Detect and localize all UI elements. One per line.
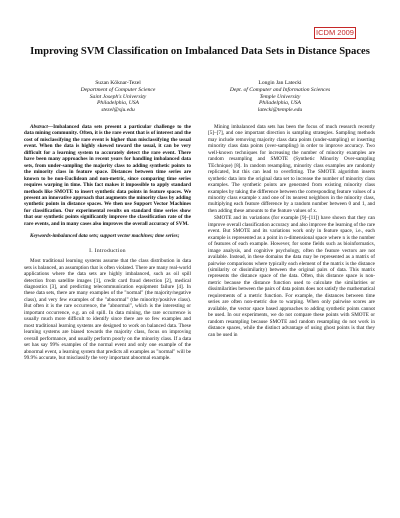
author-block-1	[38, 80, 198, 114]
abstract-label: Abstract	[30, 124, 48, 130]
keywords-text: -imbalanced data sets; support vector machines; time series;	[50, 233, 180, 240]
author-block-2	[200, 80, 360, 114]
intro-paragraph: Most traditional learning systems assume that the class distribution in data sets is balanced, an assumption that is often violated. There are many real-world applications where the data sets are highly imbalanced, such as oil spill detection from satellite images [1], credit card fraud detection [2], medical diagnostics [3], and predicting telecommunication equipment failure [4]. In these data sets, there are many examples of the "normal" (the majority/negative class), and very few examples of the "abnormal" (the minority/positive class). But often it is the rare occurrence, the "abnormal", which is the interesting or important occurrence, e.g. an oil spill. In data mining, the rare occurrence is usually much more difficult to identify since there are so few examples and most traditional learning systems are designed to work on balanced data. These learning systems are biased towards the majority class, focus on improving overall performance, and usually perform poorly on the minority class. If a data set has say 99% examples of the normal event and only one example of the abnormal event, a learning system that predicts all examples as "normal" will be 99.9% accurate, but misclassify the very important abnormal example.	[24, 258, 191, 361]
author-name: Longin Jan Latecki	[258, 80, 302, 86]
conference-badge: ICDM 2009	[314, 27, 356, 39]
section-heading: I. Introduction	[89, 247, 126, 254]
author-location: Philadelphia, USA	[259, 100, 301, 107]
author-location: Philadelphia, USA	[97, 100, 139, 107]
keywords	[24, 233, 191, 239]
author-name: Suzan Köknar-Tezel	[95, 80, 141, 86]
left-column	[24, 124, 191, 362]
author-institution: Temple University	[259, 93, 301, 100]
body-paragraph: Mining imbalanced data sets has been the focus of much research recently [5]–[7], and one important direction is sampling strategies. Sampling methods may include removing majority class data points (under-sampling) or inserting minority class data points (over-sampling) in order to improve accuracy. Two well-known techniques for increasing the number of minority examples are random resampling and SMOTE (Synthetic Minority Over-sampling TEchnique) [8]. In random resampling, minority class examples are randomly replicated, but this can lead to overfitting. The SMOTE algorithm inserts synthetic data into the original data set to increase the number of minority class examples. The synthetic points are generated from existing minority class examples by taking the difference between the corresponding feature values of a minority class example x and one of its nearest neighbors in the minority class, multiplying each feature difference by a random number between 0 and 1, and then adding these amounts to the feature values of x.	[208, 124, 375, 214]
abstract	[24, 124, 191, 227]
body-paragraph: SMOTE and its variations (for example [9]–[11]) have shown that they can improve overall classification accuracy and also improve the learning of the rare event. But SMOTE and its variations work only in feature space, i.e., each example is represented as a point in n-dimensional space where n is the number of features of each example. However, for some fields such as bioinformatics, image analysis, and cognitive psychology, often the feature vectors are not available. Instead, in these domains the data may be represented as a matrix of pairwise comparisons where typically each element of the matrix is the distance (similarity or dissimilarity) between the original pairs of data. This matrix represents the distance space of the data. Often, this distance space is non-metric because the distance function used to calculate the similarities or dissimilarities between the pairs of data points does not satisfy the mathematical requirements of a metric function. For example, the distances between time series are often non-metric due to warping. When only pairwise scores are available, the vector space based approaches to adding synthetic points cannot be used. In our experiments, we do not compare these points with SMOTE or random resampling because SMOTE and random resampling do not work in distance spaces, while the distinct advantage of using ghost points is that they can be used in	[208, 215, 375, 338]
author-email: stezel@sju.edu	[101, 107, 135, 114]
abstract-text: —Imbalanced data sets present a particular challenge to the data mining community. Often, it is the rare event that is of interest and the cost of misclassifying the rare event is higher than misclassifying the usual event. When the data is highly skewed toward the usual, it can be very difficult for a learning system to accurately detect the rare event. There have been many approaches in recent years for handling imbalanced data sets, from under-sampling the majority class to adding synthetic points to the minority class in feature space. Distances between time series are known to be non-Euclidean and non-metric, since comparing time series requires warping in time. This fact makes it impossible to apply standard methods like SMOTE to insert synthetic data points in feature spaces. We present an innovative approach that augments the minority class by adding synthetic points in distance spaces. We then use Support Vector Machines for classification. Our experimental results on standard time series show that our synthetic points significantly improve the classification rate of the rare events, and in many cases also improves the overall accuracy of SVM.	[24, 124, 191, 227]
author-department: Dept. of Computer and Information Sciences	[229, 86, 331, 93]
author-department: Department of Computer Science	[80, 86, 156, 93]
keywords-label: Keywords	[30, 233, 51, 240]
author-institution: Saint Joseph's University	[89, 93, 147, 100]
right-column	[208, 124, 375, 339]
paper-title: Improving SVM Classification on Imbalanced Data Sets in Distance Spaces	[30, 46, 370, 57]
author-email: latecki@temple.edu	[257, 107, 303, 114]
